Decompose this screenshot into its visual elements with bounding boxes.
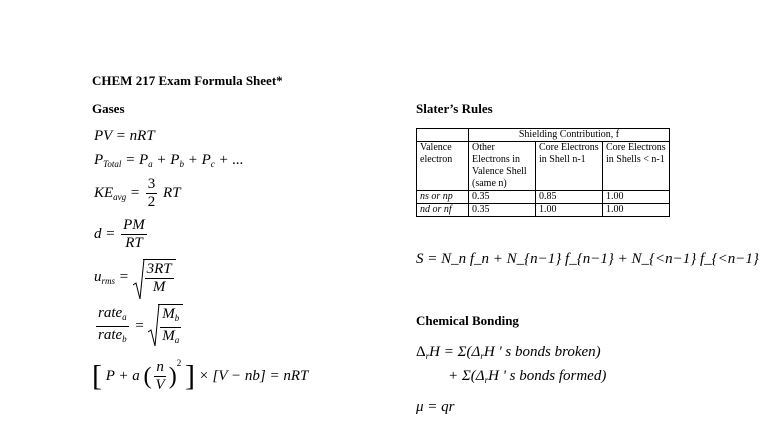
gases-heading: Gases	[92, 101, 125, 116]
slater-equation: S = N_n f_n + N_{n−1} f_{n−1} + N_{<n−1} f_{<n−1}	[416, 251, 759, 267]
bonding-heading: Chemical Bonding	[416, 313, 519, 328]
bond-enthalpy-eq-2: + $\Sigma(\Delta_rH$ ' s bonds formed)	[448, 368, 607, 385]
table-header: Core Electrons in Shell n-1	[536, 142, 603, 191]
table-row: ns or np 0.35 0.85 1.00	[417, 191, 670, 204]
ideal-gas-law: PV = nRT	[94, 128, 155, 144]
graham-law-eq: $\frac{rate_a}{rate_b}$ = $\frac{M_b}{M_a}$	[94, 304, 183, 349]
rms-speed-eq: $u_{rms}$ = $\frac{3RT}{M}$	[94, 259, 176, 296]
shielding-table	[416, 128, 670, 217]
table-header: Other Electrons in Valence Shell (same n)	[469, 142, 536, 191]
bond-enthalpy-eq-1: $\Delta_rH = \Sigma(\Delta_rH$ ' s bonds broken)	[416, 344, 601, 361]
slater-heading: Slater’s Rules	[416, 101, 493, 116]
dipole-moment-eq: μ = qr	[416, 399, 455, 415]
page-title: CHEM 217 Exam Formula Sheet*	[92, 73, 283, 88]
density-eq: d = $\frac{PM}{RT}$	[94, 217, 145, 251]
table-caption: Shielding Contribution, f	[469, 129, 670, 142]
empty-corner	[417, 129, 469, 142]
van-der-waals-eq: [ P + a ( $\frac{n}{V}$ )$^2$ ] × [V − nb] = nRT	[92, 358, 309, 394]
table-row: nd or nf 0.35 1.00 1.00	[417, 204, 670, 217]
table-header: Valence electron	[417, 142, 469, 191]
dalton-law: $P_{Total} = P_a + P_b + P_c$ + ...	[94, 152, 244, 169]
kinetic-energy-eq: $KE_{avg}$ = $\frac{3}{2}$ RT	[94, 176, 181, 210]
table-header: Core Electrons in Shells < n-1	[603, 142, 670, 191]
